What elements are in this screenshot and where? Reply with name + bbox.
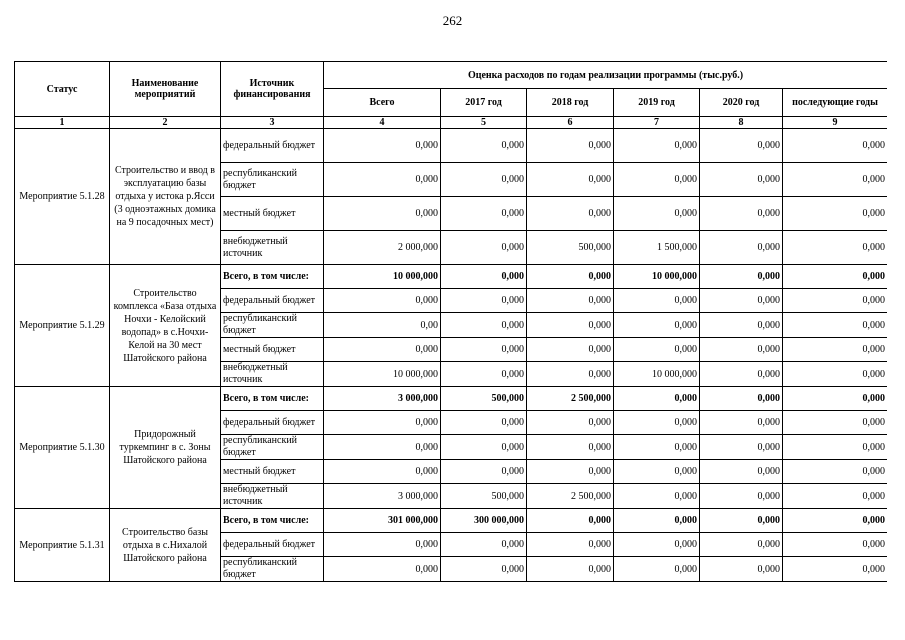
amount-cell: 0,000 xyxy=(441,460,527,484)
funding-source: республиканский бюджет xyxy=(221,163,324,197)
column-number: 6 xyxy=(527,117,614,129)
column-number: 7 xyxy=(614,117,700,129)
table-row xyxy=(15,509,888,533)
amount-cell: 0,000 xyxy=(783,289,888,313)
amount-cell: 0,000 xyxy=(783,557,888,582)
header-2017: 2017 год xyxy=(441,89,527,117)
amount-cell: 0,000 xyxy=(441,163,527,197)
table-row xyxy=(15,387,888,411)
amount-cell: 0,000 xyxy=(527,163,614,197)
funding-source: федеральный бюджет xyxy=(221,129,324,163)
column-number: 5 xyxy=(441,117,527,129)
amount-cell: 0,000 xyxy=(324,533,441,557)
amount-cell: 0,000 xyxy=(441,362,527,387)
amount-cell: 0,000 xyxy=(700,231,783,265)
amount-cell: 0,000 xyxy=(441,338,527,362)
amount-cell: 0,000 xyxy=(783,338,888,362)
event-status: Мероприятие 5.1.31 xyxy=(15,509,110,582)
amount-cell: 0,000 xyxy=(441,265,527,289)
amount-cell: 0,000 xyxy=(527,362,614,387)
amount-cell: 0,000 xyxy=(441,533,527,557)
header-total: Всего xyxy=(324,89,441,117)
event-name: Придорожный туркемпинг в с. Зоны Шатойского района xyxy=(110,387,221,509)
funding-source: федеральный бюджет xyxy=(221,289,324,313)
amount-cell: 0,00 xyxy=(324,313,441,338)
amount-cell: 0,000 xyxy=(700,509,783,533)
column-number: 1 xyxy=(15,117,110,129)
amount-cell: 2 000,000 xyxy=(324,231,441,265)
amount-cell: 0,000 xyxy=(527,197,614,231)
header-status: Статус xyxy=(15,62,110,117)
amount-cell: 301 000,000 xyxy=(324,509,441,533)
amount-cell: 10 000,000 xyxy=(324,265,441,289)
amount-cell: 0,000 xyxy=(700,460,783,484)
amount-cell: 0,000 xyxy=(527,289,614,313)
amount-cell: 0,000 xyxy=(527,435,614,460)
amount-cell: 500,000 xyxy=(527,231,614,265)
amount-cell: 0,000 xyxy=(324,557,441,582)
amount-cell: 0,000 xyxy=(441,557,527,582)
amount-cell: 0,000 xyxy=(441,197,527,231)
amount-cell: 2 500,000 xyxy=(527,387,614,411)
column-number: 3 xyxy=(221,117,324,129)
funding-source: Всего, в том числе: xyxy=(221,265,324,289)
amount-cell: 0,000 xyxy=(614,533,700,557)
header-2018: 2018 год xyxy=(527,89,614,117)
amount-cell: 3 000,000 xyxy=(324,387,441,411)
amount-cell: 0,000 xyxy=(783,313,888,338)
funding-source: местный бюджет xyxy=(221,460,324,484)
amount-cell: 0,000 xyxy=(614,129,700,163)
amount-cell: 0,000 xyxy=(324,460,441,484)
amount-cell: 0,000 xyxy=(783,231,888,265)
amount-cell: 0,000 xyxy=(527,265,614,289)
column-number: 2 xyxy=(110,117,221,129)
header-name: Наименование мероприятий xyxy=(110,62,221,117)
funding-source: внебюджетный источник xyxy=(221,484,324,509)
amount-cell: 0,000 xyxy=(324,411,441,435)
amount-cell: 0,000 xyxy=(527,313,614,338)
funding-source: местный бюджет xyxy=(221,197,324,231)
amount-cell: 0,000 xyxy=(783,362,888,387)
amount-cell: 0,000 xyxy=(700,435,783,460)
amount-cell: 0,000 xyxy=(527,557,614,582)
amount-cell: 0,000 xyxy=(614,509,700,533)
amount-cell: 0,000 xyxy=(700,197,783,231)
amount-cell: 0,000 xyxy=(700,533,783,557)
amount-cell: 0,000 xyxy=(614,484,700,509)
column-number: 8 xyxy=(700,117,783,129)
amount-cell: 0,000 xyxy=(783,265,888,289)
amount-cell: 0,000 xyxy=(783,435,888,460)
funding-source: местный бюджет xyxy=(221,338,324,362)
column-number-row xyxy=(15,117,888,129)
amount-cell: 0,000 xyxy=(614,163,700,197)
funding-source: федеральный бюджет xyxy=(221,533,324,557)
amount-cell: 0,000 xyxy=(783,163,888,197)
amount-cell: 0,000 xyxy=(700,163,783,197)
funding-source: республиканский бюджет xyxy=(221,435,324,460)
table-row xyxy=(15,129,888,163)
header-source: Источник финансирования xyxy=(221,62,324,117)
amount-cell: 0,000 xyxy=(441,289,527,313)
budget-table xyxy=(14,61,887,582)
amount-cell: 0,000 xyxy=(324,129,441,163)
amount-cell: 0,000 xyxy=(614,411,700,435)
amount-cell: 0,000 xyxy=(700,362,783,387)
amount-cell: 0,000 xyxy=(700,265,783,289)
event-name: Строительство комплекса «База отдыха Ночхи - Келойский водопад» в с.Ночхи-Келой на 30 мест Шатойского района xyxy=(110,265,221,387)
column-number: 9 xyxy=(783,117,888,129)
amount-cell: 0,000 xyxy=(324,289,441,313)
amount-cell: 1 500,000 xyxy=(614,231,700,265)
amount-cell: 0,000 xyxy=(614,313,700,338)
amount-cell: 0,000 xyxy=(700,313,783,338)
amount-cell: 10 000,000 xyxy=(614,265,700,289)
amount-cell: 0,000 xyxy=(441,231,527,265)
amount-cell: 0,000 xyxy=(700,387,783,411)
amount-cell: 0,000 xyxy=(527,338,614,362)
amount-cell: 500,000 xyxy=(441,387,527,411)
amount-cell: 0,000 xyxy=(614,557,700,582)
amount-cell: 2 500,000 xyxy=(527,484,614,509)
funding-source: внебюджетный источник xyxy=(221,231,324,265)
amount-cell: 0,000 xyxy=(324,163,441,197)
event-name: Строительство базы отдыха в с.Нихалой Шатойского района xyxy=(110,509,221,582)
amount-cell: 0,000 xyxy=(783,197,888,231)
amount-cell: 0,000 xyxy=(614,435,700,460)
amount-cell: 0,000 xyxy=(614,460,700,484)
amount-cell: 0,000 xyxy=(783,509,888,533)
amount-cell: 0,000 xyxy=(324,435,441,460)
amount-cell: 0,000 xyxy=(700,289,783,313)
amount-cell: 0,000 xyxy=(700,338,783,362)
header-2020: 2020 год xyxy=(700,89,783,117)
amount-cell: 500,000 xyxy=(441,484,527,509)
amount-cell: 0,000 xyxy=(527,533,614,557)
amount-cell: 0,000 xyxy=(700,557,783,582)
amount-cell: 0,000 xyxy=(700,484,783,509)
header-2019: 2019 год xyxy=(614,89,700,117)
event-status: Мероприятие 5.1.29 xyxy=(15,265,110,387)
event-status: Мероприятие 5.1.30 xyxy=(15,387,110,509)
funding-source: республиканский бюджет xyxy=(221,313,324,338)
amount-cell: 0,000 xyxy=(614,338,700,362)
amount-cell: 0,000 xyxy=(527,509,614,533)
funding-source: Всего, в том числе: xyxy=(221,387,324,411)
amount-cell: 0,000 xyxy=(614,197,700,231)
amount-cell: 0,000 xyxy=(527,411,614,435)
amount-cell: 10 000,000 xyxy=(324,362,441,387)
header-estimate: Оценка расходов по годам реализации программы (тыс.руб.) xyxy=(324,62,888,89)
table-row xyxy=(15,265,888,289)
budget-table-container xyxy=(14,61,887,591)
amount-cell: 0,000 xyxy=(783,129,888,163)
funding-source: внебюджетный источник xyxy=(221,362,324,387)
amount-cell: 300 000,000 xyxy=(441,509,527,533)
amount-cell: 0,000 xyxy=(783,533,888,557)
event-name: Строительство и ввод в эксплуатацию базы отдыха у истока р.Ясси (3 одноэтажных домика на 9 посадочных мест) xyxy=(110,129,221,265)
event-status: Мероприятие 5.1.28 xyxy=(15,129,110,265)
amount-cell: 0,000 xyxy=(783,387,888,411)
page-number: 262 xyxy=(442,13,463,28)
amount-cell: 0,000 xyxy=(441,129,527,163)
amount-cell: 0,000 xyxy=(527,129,614,163)
amount-cell: 0,000 xyxy=(700,129,783,163)
funding-source: федеральный бюджет xyxy=(221,411,324,435)
amount-cell: 0,000 xyxy=(783,411,888,435)
amount-cell: 0,000 xyxy=(527,460,614,484)
amount-cell: 0,000 xyxy=(324,197,441,231)
amount-cell: 3 000,000 xyxy=(324,484,441,509)
amount-cell: 0,000 xyxy=(783,460,888,484)
amount-cell: 0,000 xyxy=(324,338,441,362)
column-number: 4 xyxy=(324,117,441,129)
amount-cell: 0,000 xyxy=(614,289,700,313)
funding-source: Всего, в том числе: xyxy=(221,509,324,533)
header-later: последующие годы xyxy=(783,89,888,117)
amount-cell: 10 000,000 xyxy=(614,362,700,387)
amount-cell: 0,000 xyxy=(441,411,527,435)
amount-cell: 0,000 xyxy=(614,387,700,411)
amount-cell: 0,000 xyxy=(441,435,527,460)
amount-cell: 0,000 xyxy=(783,484,888,509)
funding-source: республиканский бюджет xyxy=(221,557,324,582)
amount-cell: 0,000 xyxy=(441,313,527,338)
amount-cell: 0,000 xyxy=(700,411,783,435)
